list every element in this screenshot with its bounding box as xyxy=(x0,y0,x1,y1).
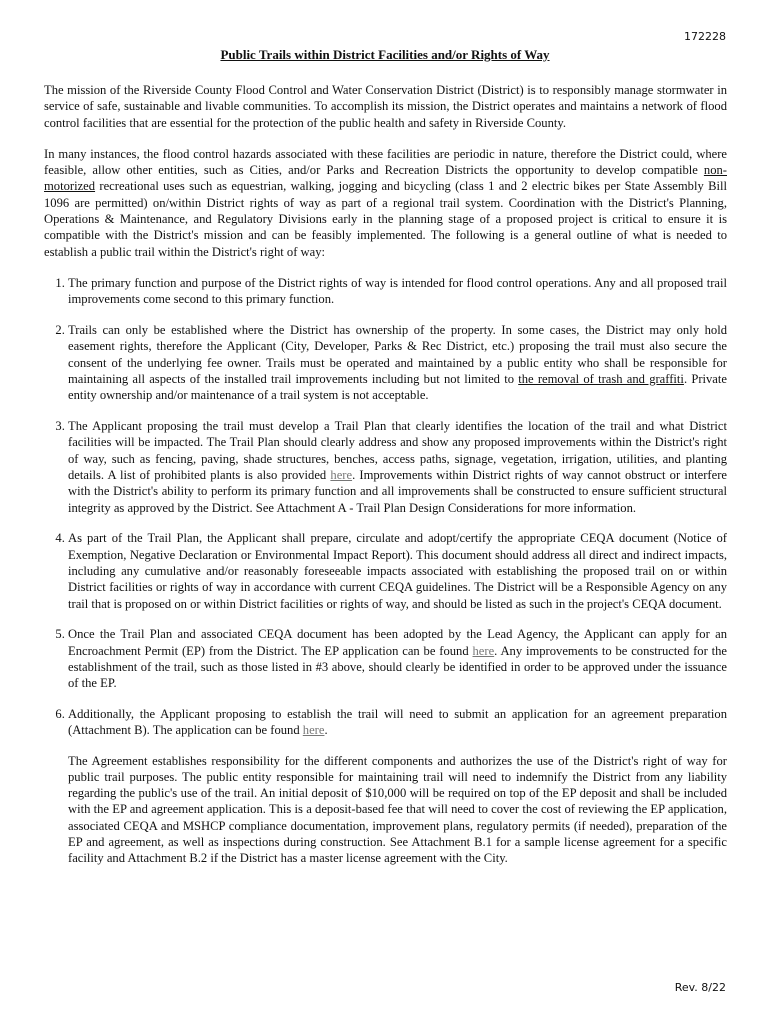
page-title: Public Trails within District Facilities and/or Rights of Way xyxy=(220,47,550,62)
intro-paragraph: The mission of the Riverside County Flood Control and Water Conservation District (District) is to responsibly manage stormwater in service of safe, sustainable and livable communities. To accomplish its mission, the District operates and maintains a network of flood control facilities that are essential for the protection of the public health and safety in Riverside County. xyxy=(44,83,727,130)
agreement-paragraph: The Agreement establishes responsibility for the different components and authorizes the use of the District's right of way for public trail purposes. The public entity responsible for maintaining trail will need to indemnify the District from any liability regarding the public's use of the trail. An initial deposit of $10,000 will be required on top of the EP deposit and shall be included with the EP and agreement application. This is a deposit-based fee that will need to cover the cost of reviewing the EP application, associated CEQA and MSHCP compliance documentation, improvement plans, regulatory permits (if needed), preparation of the EP and agreement, as well as inspections during construction. See Attachment B.1 for a sample license agreement for a specific facility and Attachment B.2 if the District has a master license agreement with the City. xyxy=(68,753,727,866)
document-number: 172228 xyxy=(684,30,726,43)
list-item: 6. Additionally, the Applicant proposing to establish the trail will need to submit an application for an agreement preparation (Attachment B). The application can be found here. The Agreement establishes responsibility for the different components and authorizes the use of the District's right of way for public trail purposes. The public entity responsible for maintaining trail will need to indemnify the District from any liability regarding the public's use of the trail. An initial deposit of $10,000 will be required on top of the EP deposit and shall be included with the EP and agreement application. This is a deposit-based fee that will need to cover the cost of reviewing the EP application, associated CEQA and MSHCP compliance documentation, improvement plans, regulatory permits (if needed), preparation of the EP and agreement, as well as inspections during construction. See Attachment B.1 for a sample license agreement for a specific facility and Attachment B.2 if the District has a master license agreement with the City. xyxy=(68,706,727,867)
ep-application-link[interactable]: here xyxy=(472,643,495,658)
list-item: 4. As part of the Trail Plan, the Applicant shall prepare, circulate and adopt/certify the appropriate CEQA document (Notice of Exemption, Negative Declaration or Environmental Impact Report). This document should address all direct and indirect impacts, including any cumulative and/or reasonably foreseeable impacts associated with establishing the proposed trail on or within District facilities or rights of way in accordance with current CEQA guidelines. The District will be a Responsible Agency on any trail that is proposed on or within District facilities or rights of way, and should be listed as such in the project's CEQA document. xyxy=(68,530,727,611)
list-item: 3. The Applicant proposing the trail must develop a Trail Plan that clearly identifies the location of the trail and what District facilities will be impacted. The Trail Plan should clearly address and show any proposed improvements within the District's right of way, such as fencing, paving, shade structures, benches, access paths, signage, vegetation, irrigation, utilities, and planting details. A list of prohibited plants is also provided here. Improvements within District rights of way cannot obstruct or interfere with the District's ability to perform its primary function and all improvements shall be constructed to ensure sufficient structural integrity as approved by the District. See Attachment A - Trail Plan Design Considerations for more information. xyxy=(68,418,727,516)
requirements-list xyxy=(44,275,727,867)
non-motorized-emphasis: non-motorized xyxy=(44,163,727,194)
trash-graffiti-emphasis: the removal of trash and graffiti xyxy=(518,371,684,386)
prohibited-plants-link[interactable]: here xyxy=(330,467,353,482)
list-item: 5. Once the Trail Plan and associated CEQA document has been adopted by the Lead Agency, the Applicant can apply for an Encroachment Permit (EP) from the District. The EP application can be found here. Any improvements to be constructed for the establishment of the trail, such as those listed in #3 above, should clearly be identified in order to be approved under the issuance of the EP. xyxy=(68,626,727,691)
revision-label: Rev. 8/22 xyxy=(674,981,726,994)
overview-paragraph: In many instances, the flood control hazards associated with these facilities are periodic in nature, therefore the District could, where feasible, allow other entities, such as Cities, and/or Parks and Recreation Districts the opportunity to develop compatible non-motorized recreational uses such as equestrian, walking, jogging and bicycling (class 1 and 2 electric bikes per State Assembly Bill 1096 are permitted) on/within District rights of way as part of a regional trail system. Coordination with the District's Planning, Operations & Maintenance, and Regulatory Divisions early in the planning stage of a proposed project is critical to ensure it is compatible with the District's mission and can be feasibly implemented. The following is a general outline of what is needed to establish a public trail within the District's right of way: xyxy=(44,146,727,259)
agreement-application-link[interactable]: here xyxy=(302,723,325,738)
list-item: 2. Trails can only be established where the District has ownership of the property. In some cases, the District may only hold easement rights, therefore the Applicant (City, Developer, Parks & Rec District, etc.) proposing the trail must also secure the consent of the underlying fee owner. Trails must be operated and maintained by a public entity who shall be responsible for maintaining all aspects of the installed trail improvements including but not limited to the removal of trash and graffiti. Private entity ownership and/or maintenance of a trail system is not acceptable. xyxy=(68,322,727,403)
document-body xyxy=(44,82,727,881)
list-item: 1. The primary function and purpose of the District rights of way is intended for flood control operations. Any and all proposed trail improvements come second to this primary function. xyxy=(68,275,727,308)
